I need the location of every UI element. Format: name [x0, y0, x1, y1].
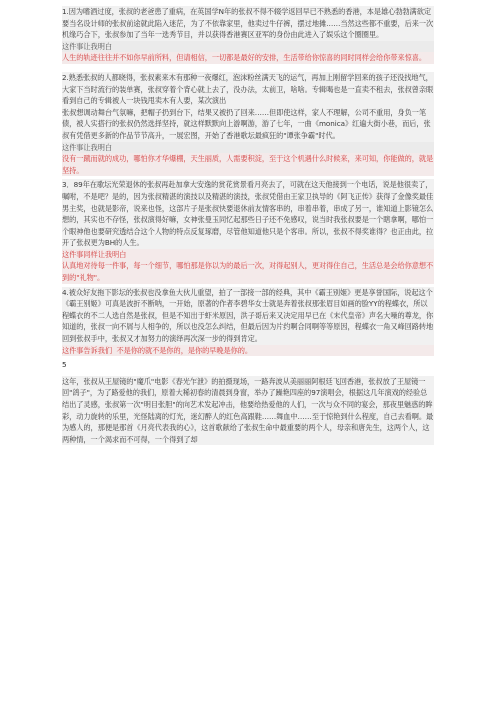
section-3	[62, 179, 434, 283]
section-3-lesson: 认真地对待每一件事，每一个细节，哪怕那是你以为的最后一次，对得起别人，更对得住自己，生活总是会给你意想不到的"礼物"。	[62, 261, 434, 283]
section-4-body: 4.被众好友拖下影坛的张叔也没拿鱼大伙儿重望，拍了一部接一部的经典，其中《霸王别姬》更是享誉国际，说起这个《霸王别姬》可真是波折不断呐，一开始，原著的作者李碧华女士就是奔着张叔那张眉目如画的脸YY的程蝶衣，所以程蝶衣的不二人选自然是张叔，但是不知出于虾米原因，洪子哥后来又决定用早已在《末代皇帝》声名大噪的尊龙，你知道的，张叔一向不屑与人相争的，所以也没怎么纠结，但最后因为片约啊合同啊等等原因，程蝶衣一角又峰回路转地回到张叔手中，张叔又才加努力的演绎再次深一步的得到肯定。	[62, 287, 434, 344]
section-3-body: 3．89年在歌坛光荣退休的张叔再赴加拿大安逸的赏花赏景看月亮去了，可就在这天他接到一个电话，说是他很卖了，嘱咐，不是吧？是的，因为张叔精湛的演技以及精湛的演技，张叔凭借由王家卫执导的《阿飞正传》获得了金像奖最佳男主奖，也就是影帝，说来也怪，这部片子是张叔快要退休前友情客串的，串着串着，串成了另一，谁知道上影镜怎么想的，其实也不存怪，张叔演得好嘛，女神张曼玉同忆起那些日子还不免感叹，说当时我张叔要是一个瞎拿啊，哪怕一个眼神他也要研究透结合这个人物的特点反复琢磨，尽管他知道他只是个客串。所以，张叔不得奖谁得？也正由此，拉开了张叔更为BH的人生。	[62, 180, 434, 248]
section-1-body: 1.因为嗜酒过度，张叔的老爸患了重病，在英国学N年的张叔不得不辍学返回早已不熟悉的香港，本是雄心勃勃满欲定要当名设计师的张叔前途就此陷入迷茫，为了不依靠家里，他卖过牛仔裤，摆过地摊……当然这些都不重要，后来一次机缘巧合下，张叔参加了当年一选秀节目，并以获得香港赛区亚军的身份由此进入了娱乐这个圈圈里。	[62, 7, 434, 40]
section-4-lesson: 不是你的就不是你的，是你的早晚是你的。	[116, 345, 253, 355]
section-2-lesson: 没有一蹴而就的成功，哪怕你才华爆棚，天生丽质，人需要积淀，至于这个机遇什么时候来，来可知，你能做的，就是坚持。	[62, 154, 434, 175]
section-5-body: 这年，张叔从王屋镜的"魔爪"电影《春光乍泄》的拍摄现场，一路奔波从美丽丽阿根廷飞回香港，张叔放了王屋镜一回"鸽子"，为了路爱他的我们，原着大稀初春的清晨到身窗，举办了躁艳四座的97演唱会，根据这几年演戏的经验总结出了灵感，张叔第一次"明目张胆"的向艺术发起冲击，他要给热爱他的人们，一次与众不同的宴会，那夜里魅惑的眸彩，动力旋转的乐里，光怪陆离的灯光，迷幻醉人的红色高跟鞋……舞血中……至于惊艳到什么程度，自己去看啊。最为感人的，那便是那首《月亮代表我的心》，这首歌献给了张叔生命中最重要的两个人，母亲和唐先生，这两个人，这两种情，一个渴求而不可得，一个得到了却	[62, 376, 434, 444]
section-4-heading: 这件事告诉我们	[62, 345, 112, 355]
section-2-body-continued: 张叔想调动舞台气氛嘛，把帽子扔到台下，结果又被扔了回来……但即使这样，家人不理解，公司不重用，身负一笔债，被人实搭行的张叔仍然选择坚持，就这样默默向上游啊游，游了七年，一曲《monica》红遍大街小巷，而后，张叔有凭借更多新的作品节节高升，一展宏图，开始了香港歌坛最疯狂的"谭张争霸"时代。	[62, 107, 434, 142]
section-1-heading: 这件事让我明白	[62, 41, 434, 53]
section-2	[62, 72, 434, 176]
section-1	[62, 6, 434, 64]
section-2-body: 2.熟悉张叔的人都晓得，张叔素来木有那种一夜爆红，泡沫粉丝满天飞的运气，再加上刚留学回来的孩子还没找地气，大家下当时流行的装单赛，张叔穿着个背心就上去了，没办法，太前卫，啥啥。专辑喝也是一直卖不租去，张叔曾亲眼看到自己的专辑被人一块钱甩卖木有人要，某次演出	[62, 72, 434, 106]
document-page	[62, 6, 434, 445]
section-4	[62, 287, 434, 357]
section-3-heading: 这件事同样让我明白	[62, 249, 434, 261]
section-5-number: 5	[62, 360, 67, 370]
section-2-heading: 这件事让我明白	[62, 142, 434, 154]
section-1-lesson: 人生的轨迹往往并不如你早前所料，但请相信，一切都是最好的安排，生活带给你惊喜的同时同样会给你带来惊喜。	[62, 52, 434, 64]
section-4-lesson-line	[62, 345, 434, 357]
